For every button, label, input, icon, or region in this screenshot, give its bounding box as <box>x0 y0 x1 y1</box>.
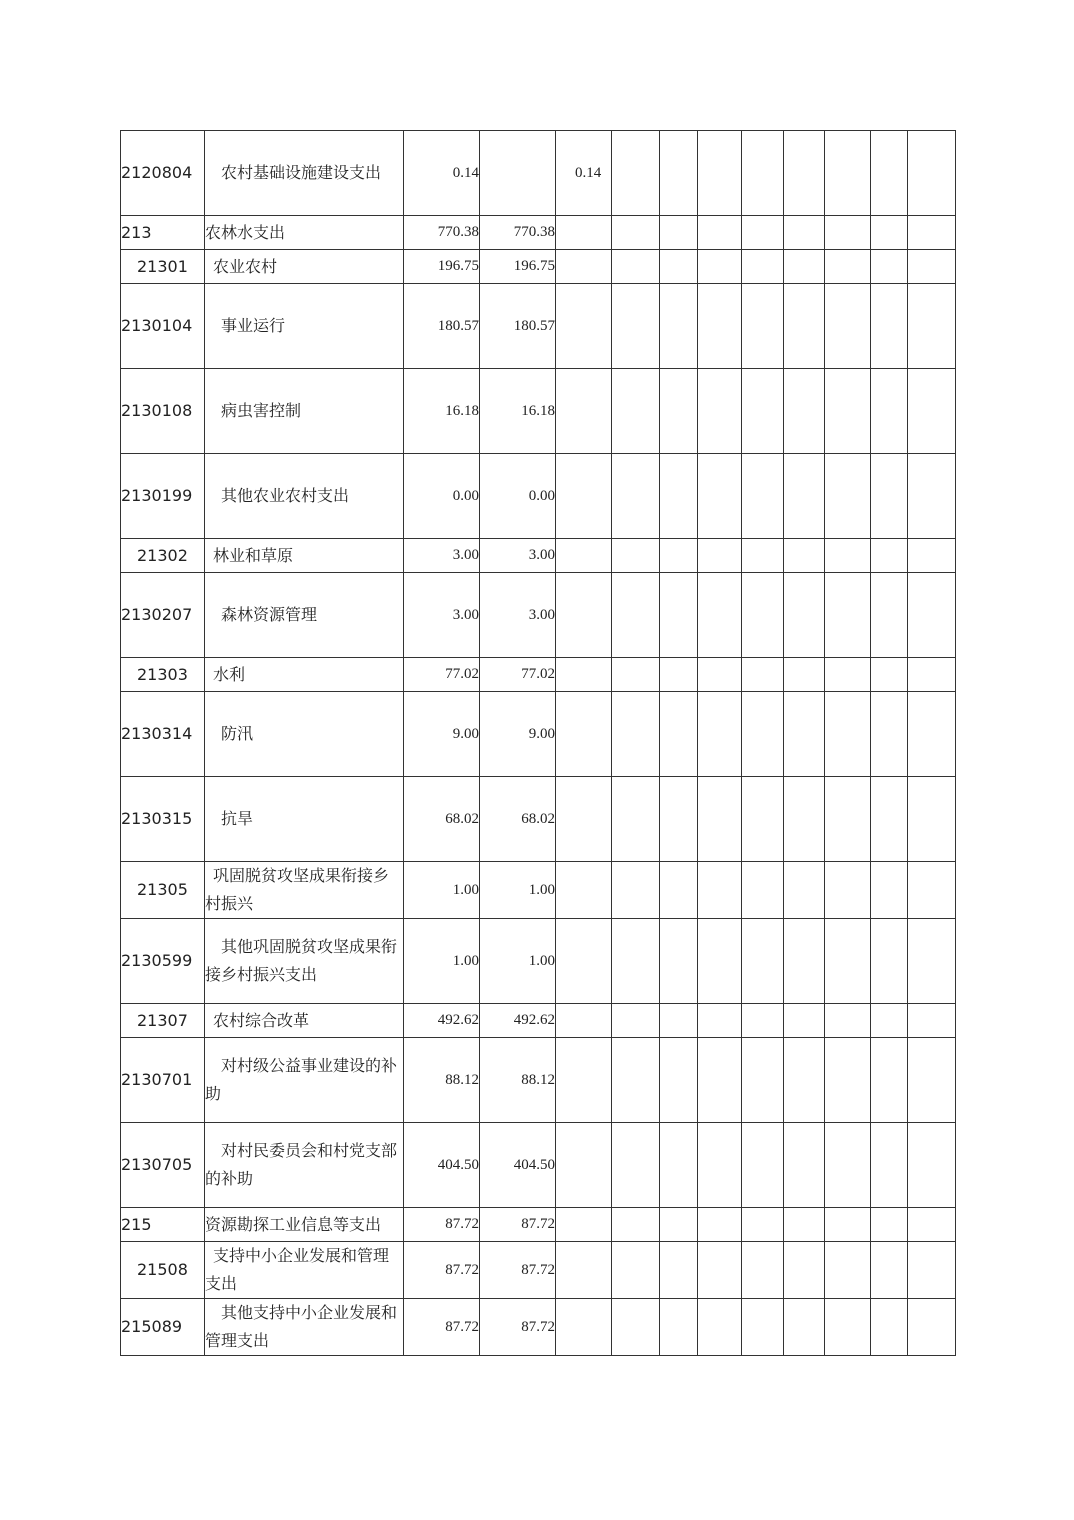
item-code: 21508 <box>121 1242 205 1299</box>
empty-cell <box>908 131 956 216</box>
project-amount <box>556 1123 612 1208</box>
empty-cell <box>698 250 742 284</box>
project-amount <box>556 1038 612 1123</box>
empty-cell <box>742 1242 784 1299</box>
empty-cell <box>660 454 698 539</box>
table-row <box>121 1123 956 1208</box>
empty-cell <box>871 1004 908 1038</box>
empty-cell <box>698 1208 742 1242</box>
item-code: 21305 <box>121 862 205 919</box>
empty-cell <box>871 1208 908 1242</box>
item-name: 支持中小企业发展和管理支出 <box>205 1242 404 1299</box>
empty-cell <box>871 1123 908 1208</box>
total-amount: 9.00 <box>404 692 480 777</box>
item-name: 森林资源管理 <box>205 573 404 658</box>
project-amount <box>556 216 612 250</box>
basic-amount: 0.00 <box>480 454 556 539</box>
empty-cell <box>742 658 784 692</box>
empty-cell <box>742 1299 784 1356</box>
empty-cell <box>660 216 698 250</box>
total-amount: 88.12 <box>404 1038 480 1123</box>
empty-cell <box>612 692 660 777</box>
item-code: 2130199 <box>121 454 205 539</box>
empty-cell <box>742 284 784 369</box>
project-amount <box>556 573 612 658</box>
empty-cell <box>784 1038 825 1123</box>
project-amount <box>556 692 612 777</box>
item-code: 215 <box>121 1208 205 1242</box>
empty-cell <box>871 454 908 539</box>
basic-amount: 88.12 <box>480 1038 556 1123</box>
total-amount: 1.00 <box>404 919 480 1004</box>
empty-cell <box>660 539 698 573</box>
basic-amount: 3.00 <box>480 539 556 573</box>
project-amount <box>556 777 612 862</box>
empty-cell <box>612 1242 660 1299</box>
item-name: 水利 <box>205 658 404 692</box>
table-row <box>121 216 956 250</box>
empty-cell <box>825 1038 871 1123</box>
empty-cell <box>660 777 698 862</box>
empty-cell <box>908 1123 956 1208</box>
empty-cell <box>660 284 698 369</box>
empty-cell <box>742 777 784 862</box>
item-code: 2130207 <box>121 573 205 658</box>
item-code: 21301 <box>121 250 205 284</box>
item-name: 对村民委员会和村党支部的补助 <box>205 1123 404 1208</box>
project-amount <box>556 658 612 692</box>
empty-cell <box>742 369 784 454</box>
item-code: 215089 <box>121 1299 205 1356</box>
empty-cell <box>871 777 908 862</box>
empty-cell <box>660 1123 698 1208</box>
empty-cell <box>825 573 871 658</box>
total-amount: 68.02 <box>404 777 480 862</box>
empty-cell <box>784 131 825 216</box>
item-code: 2130705 <box>121 1123 205 1208</box>
empty-cell <box>660 573 698 658</box>
basic-amount: 770.38 <box>480 216 556 250</box>
basic-amount: 87.72 <box>480 1242 556 1299</box>
item-code: 21302 <box>121 539 205 573</box>
project-amount <box>556 284 612 369</box>
item-name: 农业农村 <box>205 250 404 284</box>
empty-cell <box>784 919 825 1004</box>
empty-cell <box>660 1208 698 1242</box>
project-amount <box>556 1242 612 1299</box>
empty-cell <box>908 454 956 539</box>
empty-cell <box>660 1299 698 1356</box>
project-amount: 0.14 <box>556 131 612 216</box>
basic-amount: 196.75 <box>480 250 556 284</box>
empty-cell <box>698 1242 742 1299</box>
empty-cell <box>660 862 698 919</box>
budget-table <box>120 130 956 1356</box>
empty-cell <box>660 1038 698 1123</box>
empty-cell <box>698 692 742 777</box>
total-amount: 492.62 <box>404 1004 480 1038</box>
total-amount: 1.00 <box>404 862 480 919</box>
empty-cell <box>612 919 660 1004</box>
empty-cell <box>612 284 660 369</box>
empty-cell <box>612 1299 660 1356</box>
empty-cell <box>825 777 871 862</box>
empty-cell <box>825 1299 871 1356</box>
item-name: 事业运行 <box>205 284 404 369</box>
empty-cell <box>871 539 908 573</box>
empty-cell <box>698 454 742 539</box>
empty-cell <box>871 369 908 454</box>
empty-cell <box>784 658 825 692</box>
empty-cell <box>660 250 698 284</box>
project-amount <box>556 1004 612 1038</box>
empty-cell <box>742 919 784 1004</box>
empty-cell <box>908 777 956 862</box>
item-name: 病虫害控制 <box>205 369 404 454</box>
empty-cell <box>742 1038 784 1123</box>
table-row <box>121 250 956 284</box>
empty-cell <box>784 369 825 454</box>
empty-cell <box>698 284 742 369</box>
empty-cell <box>825 1004 871 1038</box>
empty-cell <box>698 1004 742 1038</box>
empty-cell <box>660 1004 698 1038</box>
empty-cell <box>871 284 908 369</box>
basic-amount: 87.72 <box>480 1208 556 1242</box>
empty-cell <box>612 454 660 539</box>
item-code: 21307 <box>121 1004 205 1038</box>
item-code: 2130315 <box>121 777 205 862</box>
empty-cell <box>908 216 956 250</box>
empty-cell <box>825 658 871 692</box>
basic-amount: 3.00 <box>480 573 556 658</box>
empty-cell <box>660 1242 698 1299</box>
total-amount: 770.38 <box>404 216 480 250</box>
project-amount <box>556 1208 612 1242</box>
empty-cell <box>612 131 660 216</box>
item-name: 抗旱 <box>205 777 404 862</box>
empty-cell <box>871 862 908 919</box>
empty-cell <box>660 131 698 216</box>
empty-cell <box>908 369 956 454</box>
table-row <box>121 573 956 658</box>
project-amount <box>556 250 612 284</box>
table-row <box>121 658 956 692</box>
empty-cell <box>871 658 908 692</box>
item-code: 2130108 <box>121 369 205 454</box>
table-row <box>121 539 956 573</box>
empty-cell <box>742 1123 784 1208</box>
empty-cell <box>908 284 956 369</box>
project-amount <box>556 454 612 539</box>
empty-cell <box>908 1242 956 1299</box>
empty-cell <box>784 692 825 777</box>
empty-cell <box>908 539 956 573</box>
project-amount <box>556 919 612 1004</box>
empty-cell <box>742 1208 784 1242</box>
empty-cell <box>908 573 956 658</box>
item-code: 2120804 <box>121 131 205 216</box>
item-name: 其他农业农村支出 <box>205 454 404 539</box>
item-name: 农林水支出 <box>205 216 404 250</box>
empty-cell <box>825 284 871 369</box>
item-name: 对村级公益事业建设的补助 <box>205 1038 404 1123</box>
empty-cell <box>825 919 871 1004</box>
empty-cell <box>871 1299 908 1356</box>
empty-cell <box>784 216 825 250</box>
empty-cell <box>908 250 956 284</box>
empty-cell <box>784 1004 825 1038</box>
basic-amount: 1.00 <box>480 919 556 1004</box>
empty-cell <box>784 1208 825 1242</box>
basic-amount: 9.00 <box>480 692 556 777</box>
item-code: 2130314 <box>121 692 205 777</box>
table-row <box>121 1242 956 1299</box>
basic-amount: 404.50 <box>480 1123 556 1208</box>
total-amount: 3.00 <box>404 573 480 658</box>
total-amount: 180.57 <box>404 284 480 369</box>
empty-cell <box>825 539 871 573</box>
total-amount: 87.72 <box>404 1242 480 1299</box>
empty-cell <box>871 131 908 216</box>
table-row <box>121 862 956 919</box>
empty-cell <box>908 1208 956 1242</box>
item-name: 其他巩固脱贫攻坚成果衔接乡村振兴支出 <box>205 919 404 1004</box>
item-name: 其他支持中小企业发展和管理支出 <box>205 1299 404 1356</box>
empty-cell <box>698 216 742 250</box>
total-amount: 16.18 <box>404 369 480 454</box>
project-amount <box>556 369 612 454</box>
item-code: 21303 <box>121 658 205 692</box>
item-name: 巩固脱贫攻坚成果衔接乡村振兴 <box>205 862 404 919</box>
total-amount: 404.50 <box>404 1123 480 1208</box>
empty-cell <box>784 454 825 539</box>
empty-cell <box>698 658 742 692</box>
empty-cell <box>612 369 660 454</box>
empty-cell <box>825 1123 871 1208</box>
empty-cell <box>871 250 908 284</box>
total-amount: 77.02 <box>404 658 480 692</box>
basic-amount: 16.18 <box>480 369 556 454</box>
empty-cell <box>742 216 784 250</box>
empty-cell <box>871 1242 908 1299</box>
empty-cell <box>698 1299 742 1356</box>
empty-cell <box>660 692 698 777</box>
empty-cell <box>660 919 698 1004</box>
empty-cell <box>698 131 742 216</box>
empty-cell <box>612 1208 660 1242</box>
total-amount: 87.72 <box>404 1299 480 1356</box>
item-name: 农村基础设施建设支出 <box>205 131 404 216</box>
table-row <box>121 1004 956 1038</box>
empty-cell <box>698 777 742 862</box>
empty-cell <box>784 284 825 369</box>
empty-cell <box>612 862 660 919</box>
empty-cell <box>871 1038 908 1123</box>
empty-cell <box>825 1242 871 1299</box>
table-row <box>121 1038 956 1123</box>
empty-cell <box>698 369 742 454</box>
empty-cell <box>784 539 825 573</box>
empty-cell <box>612 777 660 862</box>
total-amount: 0.00 <box>404 454 480 539</box>
table-row <box>121 284 956 369</box>
item-code: 2130104 <box>121 284 205 369</box>
empty-cell <box>908 862 956 919</box>
empty-cell <box>612 1123 660 1208</box>
empty-cell <box>908 1004 956 1038</box>
empty-cell <box>742 454 784 539</box>
empty-cell <box>825 369 871 454</box>
empty-cell <box>742 250 784 284</box>
project-amount <box>556 539 612 573</box>
empty-cell <box>742 573 784 658</box>
table-row <box>121 131 956 216</box>
empty-cell <box>908 1299 956 1356</box>
empty-cell <box>784 1242 825 1299</box>
item-code: 2130599 <box>121 919 205 1004</box>
project-amount <box>556 1299 612 1356</box>
empty-cell <box>871 919 908 1004</box>
empty-cell <box>698 919 742 1004</box>
empty-cell <box>612 216 660 250</box>
empty-cell <box>612 250 660 284</box>
item-name: 农村综合改革 <box>205 1004 404 1038</box>
empty-cell <box>698 1123 742 1208</box>
empty-cell <box>871 216 908 250</box>
total-amount: 196.75 <box>404 250 480 284</box>
empty-cell <box>908 658 956 692</box>
empty-cell <box>825 250 871 284</box>
empty-cell <box>612 573 660 658</box>
empty-cell <box>871 573 908 658</box>
basic-amount: 87.72 <box>480 1299 556 1356</box>
item-name: 资源勘探工业信息等支出 <box>205 1208 404 1242</box>
project-amount <box>556 862 612 919</box>
empty-cell <box>742 1004 784 1038</box>
empty-cell <box>660 658 698 692</box>
empty-cell <box>612 658 660 692</box>
total-amount: 3.00 <box>404 539 480 573</box>
empty-cell <box>784 862 825 919</box>
item-name: 林业和草原 <box>205 539 404 573</box>
empty-cell <box>908 1038 956 1123</box>
empty-cell <box>698 573 742 658</box>
table-row <box>121 777 956 862</box>
empty-cell <box>825 131 871 216</box>
empty-cell <box>784 250 825 284</box>
empty-cell <box>742 131 784 216</box>
empty-cell <box>698 862 742 919</box>
basic-amount: 180.57 <box>480 284 556 369</box>
empty-cell <box>784 1123 825 1208</box>
empty-cell <box>825 692 871 777</box>
basic-amount: 1.00 <box>480 862 556 919</box>
empty-cell <box>908 692 956 777</box>
empty-cell <box>908 919 956 1004</box>
table-row <box>121 369 956 454</box>
empty-cell <box>825 1208 871 1242</box>
empty-cell <box>742 862 784 919</box>
empty-cell <box>825 454 871 539</box>
basic-amount: 68.02 <box>480 777 556 862</box>
empty-cell <box>612 1038 660 1123</box>
table-row <box>121 692 956 777</box>
item-code: 2130701 <box>121 1038 205 1123</box>
empty-cell <box>784 1299 825 1356</box>
table-row <box>121 919 956 1004</box>
basic-amount <box>480 131 556 216</box>
total-amount: 0.14 <box>404 131 480 216</box>
item-name: 防汛 <box>205 692 404 777</box>
empty-cell <box>871 692 908 777</box>
empty-cell <box>698 1038 742 1123</box>
basic-amount: 77.02 <box>480 658 556 692</box>
empty-cell <box>742 692 784 777</box>
empty-cell <box>660 369 698 454</box>
empty-cell <box>612 1004 660 1038</box>
item-code: 213 <box>121 216 205 250</box>
empty-cell <box>612 539 660 573</box>
basic-amount: 492.62 <box>480 1004 556 1038</box>
table-row <box>121 1299 956 1356</box>
table-row <box>121 454 956 539</box>
empty-cell <box>784 573 825 658</box>
empty-cell <box>784 777 825 862</box>
total-amount: 87.72 <box>404 1208 480 1242</box>
empty-cell <box>825 216 871 250</box>
empty-cell <box>825 862 871 919</box>
table-row <box>121 1208 956 1242</box>
empty-cell <box>698 539 742 573</box>
empty-cell <box>742 539 784 573</box>
